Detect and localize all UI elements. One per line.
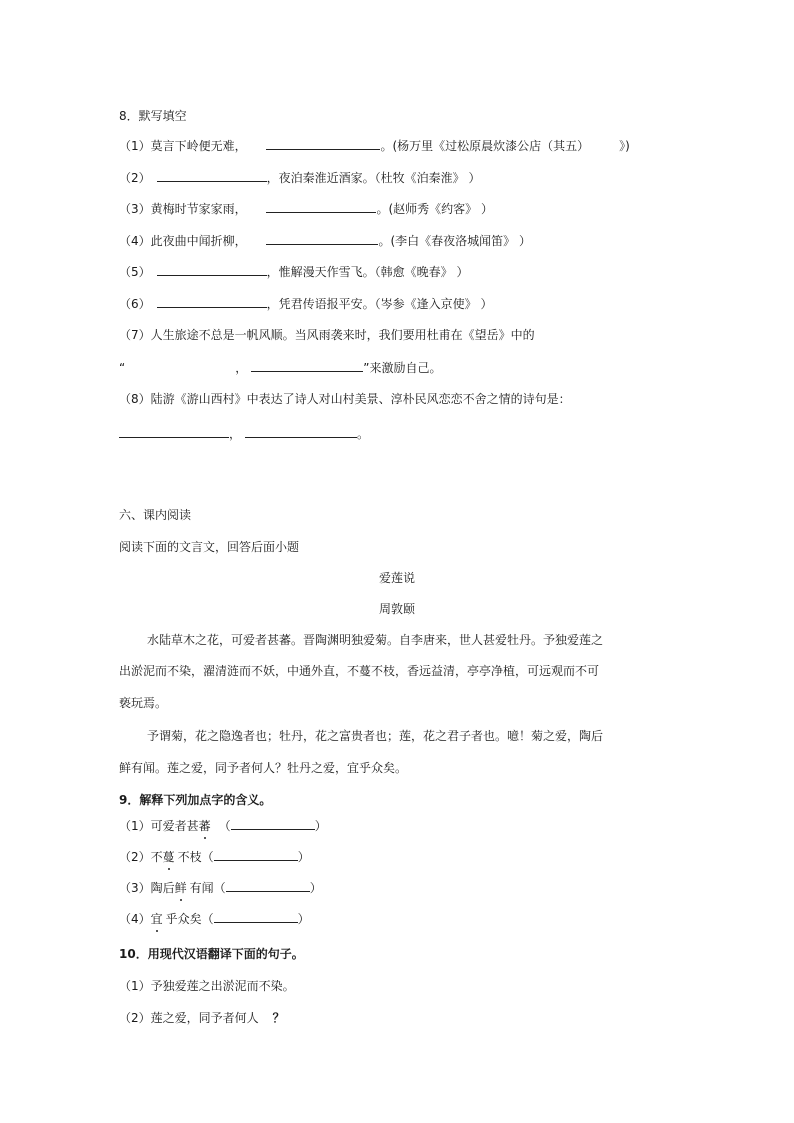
fill-item-7-blanks	[119, 359, 441, 376]
passage-line: 亵玩焉。	[119, 696, 168, 710]
heading-text: 8．默写填空	[119, 109, 187, 123]
item-text: 黄梅时节家家雨，	[150, 202, 247, 216]
passage-line: 水陆草木之花，可爱者甚蕃。晋陶渊明独爱菊。自李唐来，世人甚爱牡丹。予独爱莲之	[147, 633, 604, 647]
passage-line: 出淤泥而不染，濯清涟而不妖，中通外直，不蔓不枝，香远益清，亭亭净植，可远观而不可	[119, 664, 600, 678]
item-text: ，夜泊秦淮近酒家。（杜牧《泊秦淮》 ）	[266, 171, 481, 185]
item-num: （8）	[119, 392, 151, 406]
dotted-char: 蔓	[162, 850, 175, 864]
answer-blank[interactable]	[231, 817, 315, 830]
item-source: 。(杨万里《过松原晨炊漆公店（其五）	[380, 139, 590, 153]
fill-item-7	[119, 327, 535, 343]
item-text: 可爱者甚	[150, 819, 199, 833]
answer-blank[interactable]	[266, 137, 380, 150]
answer-blank[interactable]	[157, 295, 267, 308]
question-10-heading: 10．用现代汉语翻译下面的句子。	[119, 947, 304, 961]
answer-blank[interactable]	[119, 425, 229, 438]
item-source-end: 》)	[619, 139, 630, 153]
item-source: 。(赵师秀《约客》 ）	[376, 202, 493, 216]
passage-line: 鲜有闻。莲之爱，同予者何人？牡丹之爱，宜乎众矣。	[119, 761, 408, 775]
comma: ，	[229, 427, 242, 441]
item-text: 莲之爱，同予者何人	[150, 1011, 259, 1025]
answer-blank[interactable]	[157, 169, 267, 182]
item-end: ”来激励自己。	[363, 361, 442, 375]
q9-item-3	[119, 879, 322, 896]
item-text: 陶后	[150, 881, 175, 895]
fill-item-2	[119, 169, 480, 186]
paren-open: （	[218, 819, 231, 833]
item-text: 陆游《游山西村》中表达了诗人对山村美景、淳朴民风恋恋不舍之情的诗句是：	[150, 392, 571, 406]
item-num: （6）	[119, 297, 151, 311]
dotted-char: 宜	[150, 912, 163, 926]
paren-open: 乎众矣（	[165, 912, 214, 926]
item-text: 莫言下岭便无难，	[150, 139, 247, 153]
item-num: （3）	[119, 881, 151, 895]
item-num: （1）	[119, 139, 151, 153]
item-source: 。(李白《春夜洛城闻笛》 ）	[378, 234, 531, 248]
section-6-heading: 六、课内阅读	[119, 508, 192, 522]
fill-item-3	[119, 200, 493, 217]
q10-item-2	[119, 1010, 285, 1026]
passage-author: 周敦颐	[378, 602, 415, 616]
item-end: 。	[357, 427, 370, 441]
item-text: 人生旅途不总是一帆风顺。当风雨袭来时，我们要用杜甫在《望岳》中的	[150, 328, 535, 342]
item-text: ，凭君传语报平安。（岑参《逢入京使》 ）	[266, 297, 493, 311]
item-num: （1）	[119, 819, 151, 833]
answer-blank[interactable]	[251, 359, 363, 372]
q9-item-1	[119, 817, 327, 834]
answer-blank[interactable]	[214, 848, 298, 861]
q9-item-4	[119, 910, 310, 927]
fill-item-1	[119, 137, 630, 154]
item-text: 此夜曲中闻折柳，	[150, 234, 247, 248]
item-end: ？	[272, 1011, 285, 1025]
passage-title: 爱莲说	[378, 571, 415, 585]
paren-open: 有闻（	[189, 881, 226, 895]
fill-item-8	[119, 391, 571, 407]
q9-item-2	[119, 848, 310, 865]
paren-close: ）	[314, 819, 327, 833]
answer-blank[interactable]	[245, 425, 357, 438]
paren-close: ）	[309, 881, 322, 895]
answer-blank[interactable]	[226, 879, 310, 892]
fill-item-8-blanks	[119, 425, 369, 442]
dotted-char: 鲜	[174, 881, 187, 895]
item-num: （2）	[119, 850, 151, 864]
paren-close: ）	[297, 850, 310, 864]
item-num: （7）	[119, 328, 151, 342]
answer-blank[interactable]	[266, 232, 378, 245]
item-text: 予独爱莲之出淤泥而不染。	[150, 979, 295, 993]
item-num: （1）	[119, 979, 151, 993]
passage-line: 予谓菊，花之隐逸者也；牡丹，花之富贵者也；莲，花之君子者也。噫！菊之爱，陶后	[147, 729, 604, 743]
item-text: 不	[150, 850, 163, 864]
answer-blank-unlined[interactable]	[135, 359, 235, 372]
fill-item-6	[119, 295, 492, 312]
fill-item-5	[119, 263, 468, 280]
comma: ，	[235, 361, 248, 375]
quote-open: “	[119, 361, 126, 375]
item-num: （3）	[119, 202, 151, 216]
dotted-char: 蕃	[198, 819, 211, 833]
item-text: ，惟解漫天作雪飞。（韩愈《晚春》 ）	[266, 265, 469, 279]
answer-blank[interactable]	[214, 910, 298, 923]
paren-close: ）	[297, 912, 310, 926]
question-9-heading: 9．解释下列加点字的含义。	[119, 793, 272, 807]
answer-blank[interactable]	[266, 200, 376, 213]
item-num: （4）	[119, 912, 151, 926]
question-8-heading	[119, 108, 187, 124]
item-num: （5）	[119, 265, 151, 279]
item-num: （4）	[119, 234, 151, 248]
reading-instruction: 阅读下面的文言文，回答后面小题	[119, 540, 300, 554]
answer-blank[interactable]	[157, 263, 267, 276]
fill-item-4	[119, 232, 531, 249]
item-num: （2）	[119, 171, 151, 185]
paren-open: 不枝（	[177, 850, 214, 864]
q10-item-1	[119, 978, 295, 994]
item-num: （2）	[119, 1011, 151, 1025]
